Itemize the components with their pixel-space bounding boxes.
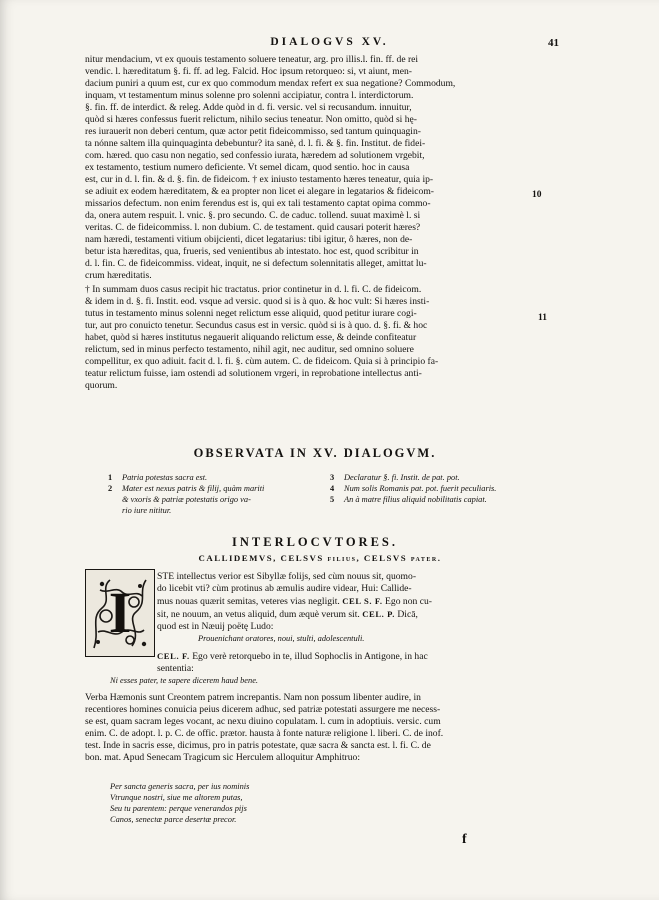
haemon-text-line: enim. C. de adopt. l. p. C. de offic. prætor. hausta à fonte naturæ religione l. liberi. C. de inof. [85, 728, 444, 739]
celsus-f-speech [157, 650, 535, 675]
observata-item-number: 3 [330, 473, 335, 482]
observata-item-text: rio iure nititur. [122, 506, 172, 515]
decorated-initial [85, 569, 155, 657]
main-text-line: d. l. fin. C. de fideicommiss. videat, inquit, ne si defectum solennitatis alleget, amittat lu- [85, 258, 427, 269]
summary-text-line: tur, aut pro conuicto tenetur. Secundus casus est in versic. quòd si is à quo. d. §. fi. & hoc [85, 320, 428, 331]
main-text-line: nam hæredi, testamenti vitium obijcienti, dicet legatarius: tibi igitur, ô hæres, non de- [85, 234, 413, 245]
sophocles-verse: Ni esses pater, te sapere dicerem haud bene. [110, 676, 258, 685]
haemon-text-line: Verba Hæmonis sunt Creontem patrem increpantis. Nam non possum libenter audire, in [85, 692, 421, 703]
summary-text-line: quorum. [85, 380, 118, 391]
summary-text-line: relictum, sed in minus perfecto testamento, nihil agit, nec auditur, sed omnino soluere [85, 344, 414, 355]
main-text-line: ex testamento, testium numero deficiente. Vt semel dicam, quod sentio. hoc in causa [85, 162, 410, 173]
ornamental-initial-icon [86, 570, 154, 656]
summary-text-line: † In summam duos casus recipit hic tractatus. prior continetur in d. l. fi. C. de fideicom. [85, 284, 422, 295]
verse-line: Vtrunque nostri, siue me altorem putas, [110, 793, 243, 802]
dialog-line-1: STE intellectus verior est Sibyllæ folijs, sed cùm nouus sit, quomo- [157, 571, 417, 582]
cel-p-reply: Dicā, [397, 609, 418, 620]
signature-mark: f [462, 832, 467, 847]
main-text-line: betur ista hæreditas, qua, frueris, sed venientibus ab intestato. hoc est, quod scribitur in [85, 246, 419, 257]
speakers-list: CALLIDEMVS, CELSVS filius, CELSVS pater. [198, 553, 442, 563]
dialog-line-4-text: sit, ne nouum, an vetus aliquid, dum æquè verum sit. [157, 609, 360, 620]
observata-item [108, 472, 318, 483]
main-text-line: missarios defectum. non enim ferendus est is, qui ex tali testamento captat opima commo- [85, 198, 431, 209]
summary-text-line: & idem in d. §. fi. Instit. eod. vsque ad versic. quod si is à quo. & hoc vult: Si hæres insti- [85, 296, 430, 307]
initial-letter: I [108, 580, 132, 645]
celsus-f-line [157, 650, 535, 663]
page-number: 41 [548, 37, 559, 49]
observata-item [108, 505, 318, 516]
celsus-f-reply: Ego non cu- [385, 596, 432, 607]
main-paragraph [85, 54, 530, 282]
seneca-verse [110, 781, 410, 825]
summary-paragraph [85, 284, 530, 392]
observata-item-number: 4 [330, 484, 335, 493]
observata-item [108, 483, 318, 494]
main-text-line: se adiuit ex eodem hæreditatem, & ea propter non licet ei alegare in legatarios & fideicom- [85, 186, 434, 197]
main-text-line: dacium puniri a quum est, cur ex quo commodum mendax refert ex sua negatione? Commodum, [85, 78, 456, 89]
haemon-paragraph [85, 692, 540, 764]
main-text-line: vendic. l. hæreditatum §. fi. ff. ad leg. Falcid. Hoc ipsum retorqueo: si, vt aiunt, men- [85, 66, 413, 77]
interlocutores-heading: INTERLOCVTORES. [232, 535, 398, 549]
cel-f-text: Ego verè retorquebo in te, illud Sophoclis in Antigone, in hac [192, 651, 428, 662]
observata-heading: OBSERVATA IN XV. DIALOGVM. [193, 446, 437, 460]
dialog-line-5: quod est in Næuij poëtę Ludo: [157, 621, 274, 632]
observata-left-column [108, 472, 318, 516]
observata-item-number: 2 [108, 484, 113, 493]
main-text-line: est, cur in d. l. fin. & d. §. fin. de fideicom. † ex iniusto testamento hæres teneatur, quia ip- [85, 174, 434, 185]
main-text-line: veritas. C. de fideicommiss. l. non dubium. C. de testament. quid causari poterit hæres? [85, 222, 421, 233]
summary-text-line: teatur relictum fuisse, iam ostendi ad solutionem vrgeri, in reprobatione intellectus anti- [85, 368, 422, 379]
summary-text-line: habet, quòd si hæres institutus negauerit aliquando relictum esse, & deinde confiteatur [85, 332, 417, 343]
main-text-line: inquam, vt testamentum minus solenne pro solenni accipiatur, contra l. interdictorum. [85, 90, 414, 101]
verse-line: Per sancta generis sacra, per ius nominis [110, 782, 250, 791]
main-text-line: da, onera autem respuit. l. vnic. §. pro secundo. C. de caduc. tollend. suuat maximè l. si [85, 210, 421, 221]
margin-number-10: 10 [532, 190, 542, 200]
haemon-text-line: recentiores homines conuicia peius dicerem adhuc, sed patriæ potestati assurgere me necess- [85, 704, 441, 715]
observata-item [330, 483, 540, 494]
verse-line: Seu tu parentem: perque venerandos pijs [110, 804, 247, 813]
observata-item-number: 1 [108, 473, 113, 482]
running-head: DIALOGVS XV. [270, 36, 389, 48]
observata-item-text: & vxoris & patriæ potestatis origo va- [122, 495, 251, 504]
observata-item-text: An à matre filius aliquid nobilitatis capiat. [344, 495, 487, 504]
dialog-line-4 [157, 608, 535, 621]
sententia-line: sententia: [157, 663, 194, 674]
observata-item-number: 5 [330, 495, 335, 504]
main-text-line: ta nónne saltem illa quinquaginta debebuntur? ita sanè, d. l. fi. & §. fin. Institut. de fidei- [85, 138, 426, 149]
observata-item-text: Num solis Romanis pat. pot. fuerit peculiaris. [344, 484, 497, 493]
speaker-label-celsus-pater: CEL. P. [362, 609, 395, 619]
margin-number-11: 11 [538, 313, 547, 323]
main-text-line: res iurauerit non deberi centum, quæ actor petit fideicommisso, sed tantum quinquagin- [85, 126, 421, 137]
naevius-verse: Prouenichant oratores, noui, stulti, adolescentuli. [198, 634, 365, 643]
verse-line: Canos, senectæ parce desertæ precor. [110, 815, 237, 824]
main-text-line: crum hæreditatis. [85, 270, 152, 281]
summary-text-line: compellitur, ex quo adiuit. facit d. l. fi. §. cùm autem. C. de fideicom. Quia si à principio fa- [85, 356, 439, 367]
dialog-line-3 [157, 595, 535, 608]
main-text-line: quòd si hæres confessus fuerit relictum, nihilo secius teneatur. Non omitto, quòd si hę- [85, 114, 417, 125]
observata-item-text: Declaratur §. fi. Instit. de pat. pot. [344, 473, 460, 482]
main-text-line: com. hæred. quo casu non negatio, sed confessio iurata, hæredem ad solutionem vrgebit, [85, 150, 425, 161]
dialog-line-2: do licebit vti? cùm protinus ab æmulis audire videar, Hui: Callide- [157, 583, 412, 594]
main-text-block [85, 54, 530, 392]
dialog-line-3-text: mus nouas quærit semitas, veteres vias negligit. [157, 596, 340, 607]
observata-item [330, 494, 540, 505]
main-text-line: §. fin. ff. de interdict. & releg. Adde quòd in d. fi. versic. vel si recusandum. innuitur, [85, 102, 412, 113]
haemon-text-line: se est, quam sacram leges vocant, ac nexu diuino copulatam. l. cum in adoptiuis. versic. cum [85, 716, 441, 727]
observata-item [330, 472, 540, 483]
haemon-text-line: test. Inde in sacris esse, dicimus, pro in patris potestate, quæ sacra & sancta est. l. fi. C. de [85, 740, 431, 751]
haemon-text-line: bon. mat. Apud Senecam Tragicum sic Herculem alloquitur Amphitruo: [85, 752, 360, 763]
main-text-line: nitur mendacium, vt ex quouis testamento soluere teneatur, arg. pro illis.l. fin. ff. de rei [85, 54, 419, 65]
observata-item-text: Mater est nexus patris & filij, quàm mariti [122, 484, 265, 493]
page-header [0, 36, 659, 52]
speaker-label-celsus-filius: CEL S. F. [342, 596, 383, 606]
observata-item-text: Patria potestas sacra est. [122, 473, 208, 482]
summary-text-line: tutus in testamento minus solenni neget relictum esse aliquid, quod petitur iurare cogi- [85, 308, 417, 319]
observata-right-column [330, 472, 540, 505]
speaker-label-cel-f: CEL. F. [157, 651, 190, 661]
observata-item [108, 494, 318, 505]
dialog-opening [157, 571, 535, 633]
